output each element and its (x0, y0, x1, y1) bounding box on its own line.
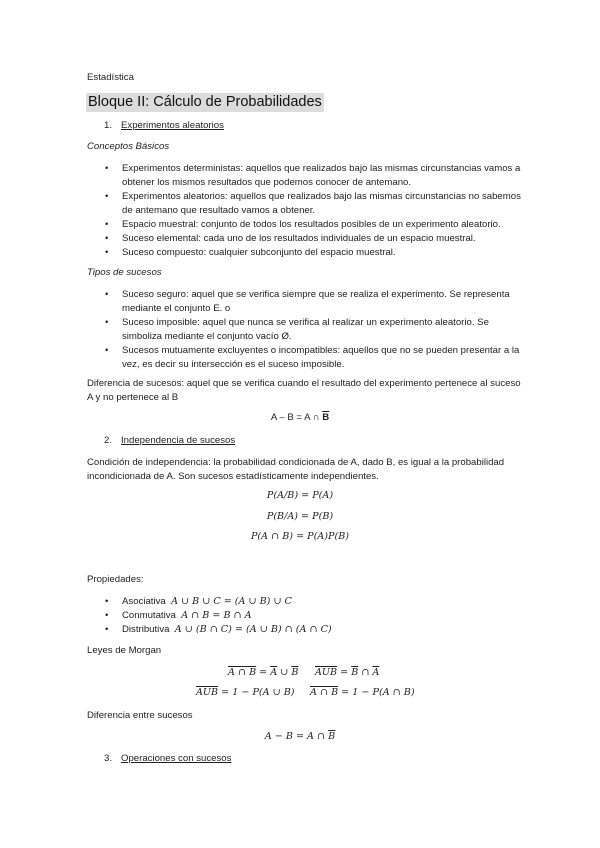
section-number: 2. (104, 435, 113, 446)
conceptos-heading: Conceptos Básicos (87, 141, 170, 152)
bullet-icon: • (105, 624, 109, 635)
list-item: • Suceso compuesto: cualquier subconjunto del espacio muestral. (105, 247, 396, 258)
bullet-icon: • (105, 610, 109, 621)
list-item: • Suceso elemental: cada uno de los resultados individuales de un espacio muestral. (105, 233, 476, 244)
diferencia2-formula: A − B = A ∩ $\overline{B}$ (264, 731, 336, 742)
list-item: • Distributiva A ∪ (B ∩ C) = (A ∪ B) ∩ (A ∩ C) (105, 624, 332, 635)
list-item: • Suceso seguro: aquel que se verifica siempre que se realiza el experimento. Se representa mediante el conjunto E. o (105, 289, 510, 314)
diferencia-paragraph: Diferencia de sucesos: aquel que se verifica cuando el resultado del experimento pertenece al suceso A y no pertenece al B (87, 378, 521, 403)
bullet-icon: • (105, 219, 109, 230)
morgan-heading: Leyes de Morgan (87, 645, 162, 656)
formula-1: P(A/B) = P(A) (266, 490, 334, 501)
formula-2: P(B/A) = P(B) (266, 511, 334, 522)
morgan-formula-1: A ∩ $B = \overline{A}$ ∪ $\overline{B}$ (228, 667, 299, 678)
bullet-icon: • (105, 317, 109, 328)
independencia-paragraph: Condición de independencia: la probabilidad condicionada de A, dado B, es igual a la probabilidad incondicionada de A. Son sucesos estadísticamente independientes. (87, 457, 505, 482)
bullet-icon: • (105, 247, 109, 258)
propiedades-heading: Propiedades: (87, 574, 144, 585)
section-number: 1. (104, 120, 113, 131)
morgan-formula-4: A ∩ B = 1 − P(A ∩ B) (310, 687, 415, 698)
list-item: • Experimentos aleatorios: aquellos que realizados bajo las mismas circunstancias no sabemos de antemano que resultado vamos a obtener. (105, 191, 521, 216)
section-label: Operaciones con sucesos (121, 753, 232, 764)
section-label: Independencia de sucesos (121, 435, 236, 446)
bullet-icon: • (105, 289, 109, 300)
bullet-icon: • (105, 191, 109, 202)
page-header: Estadística (87, 72, 134, 83)
list-item: • Conmutativa A ∩ B = B ∩ A (105, 610, 252, 621)
list-item: • Espacio muestral: conjunto de todos los resultados posibles de un experimento aleatorio. (105, 219, 501, 230)
bullet-icon: • (105, 345, 109, 356)
section-label: Experimentos aleatorios (121, 120, 224, 131)
tipos-list (105, 288, 525, 372)
morgan-formula-3: $\overline{AUB} = 1 - P(A$ ∪ B) (196, 687, 295, 698)
propiedades-list (105, 595, 525, 637)
list-item: • Suceso imposible: aquel que nunca se verifica al realizar un experimento aleatorio. Se simboliza mediante el conjunto vacío Ø. (105, 317, 489, 342)
diferencia2-heading: Diferencia entre sucesos (87, 710, 193, 721)
conceptos-list (105, 162, 525, 260)
bullet-icon: • (105, 596, 109, 607)
list-item: • Experimentos deterministas: aquellos que realizados bajo las mismas circunstancias vamos a obtener los mismos resultados que podemos conocer de antemano. (105, 163, 521, 188)
page-title: Bloque II: Cálculo de Probabilidades (88, 94, 322, 110)
list-item: • Asociativa A ∪ B ∪ C = (A ∪ B) ∪ C (105, 596, 292, 607)
tipos-heading: Tipos de sucesos (87, 267, 162, 278)
bullet-icon: • (105, 163, 109, 174)
list-item: • Sucesos mutuamente excluyentes o incompatibles: aquellos que no se pueden presentar a la vez, es decir su intersección es el suceso imposible. (105, 345, 520, 370)
bullet-icon: • (105, 233, 109, 244)
diferencia-formula: A – B = A ∩ $\overline{B}$ (270, 412, 330, 423)
section-number: 3. (104, 753, 113, 764)
morgan-formula-2: $\overline{AUB} = \overline{B}$ ∩ $\overline{A}$ (315, 667, 380, 678)
formula-3: P(A ∩ B) = P(A)P(B) (250, 531, 350, 542)
